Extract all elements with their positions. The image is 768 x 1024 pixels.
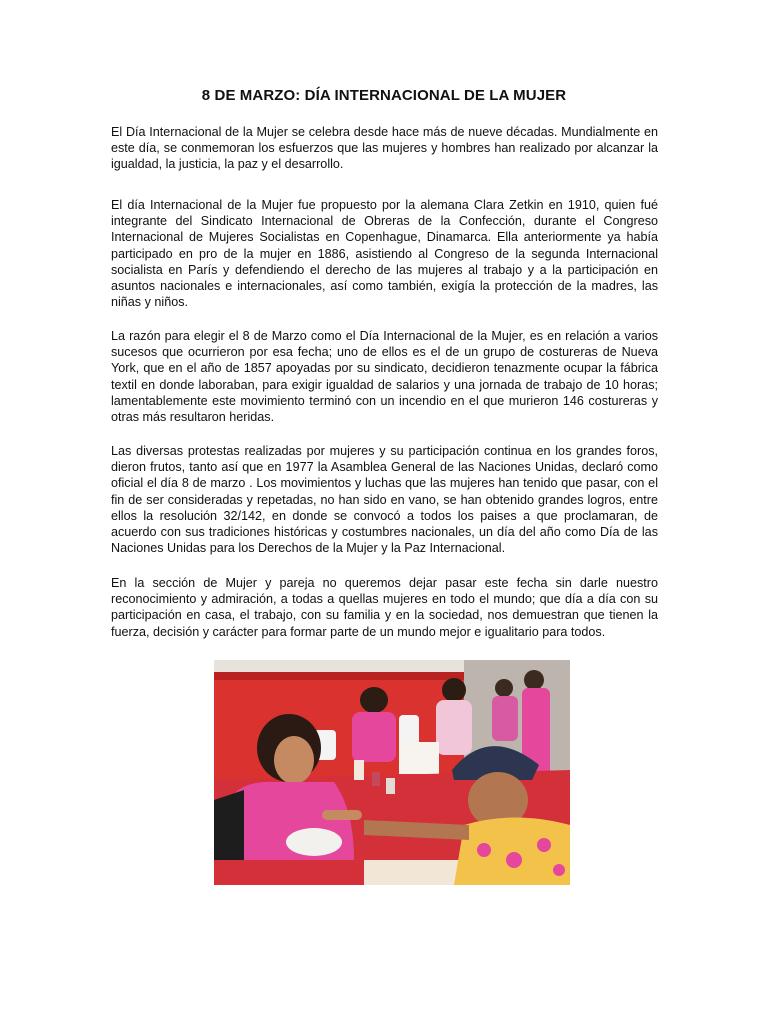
paragraph-4: Las diversas protestas realizadas por mujeres y su participación continua en los grandes foros, dieron frutos, tanto así que en 1977 la Asamblea General de las Naciones Unidas, declaró como oficial el día 8 de marzo . Los movimientos y luchas que las mujeres han tenido que pasar, con el fin de ser consideradas y repetadas, no han sido en vano, se han obtenido grandes logros, entre ellos la resolución 32/142, en donde se convocó a todos los paises a que proclamaran, de acuerdo con sus tradiciones históricas y costumbres nacionales, un día del año como Día de las Naciones Unidas para los Derechos de la Mujer y la Paz Internacional.: [111, 444, 658, 556]
paragraph-1: El Día Internacional de la Mujer se celebra desde hace más de nueve décadas. Mundialmente en este día, se conmemoran los esfuerzos que las mujeres y hombres han realizado por alcanzar la igualdad, la justicia, la paz y el desarrollo.: [111, 125, 658, 172]
document-title: 8 DE MARZO: DÍA INTERNACIONAL DE LA MUJER: [201, 87, 567, 104]
paragraph-2: El día Internacional de la Mujer fue propuesto por la alemana Clara Zetkin en 1910, quien fué integrante del Sindicato Internacional de Obreras de la Confección, durante el Congreso Internacional de Mujeres Socialistas en Copenhague, Dinamarca. Ella anteriormente ya había participado en pro de la mujer en 1886, asistiendo al Congreso de la segunda Internacional socialista en París y defendiendo el derecho de las mujeres al trabajo y a la participación en asuntos nacionales e internacionales, así como también, exigía la protección de la madres, las niñas y niños.: [111, 198, 658, 310]
paragraph-5: En la sección de Mujer y pareja no queremos dejar pasar este fecha sin darle nuestro reconocimiento y admiración, a todas a quellas mujeres en todo el mundo; que día a día con su participación en casa, el trabajo, con su familia y en la sociedad, nos demuestran que tienen la fuerza, decisión y carácter para formar parte de un mundo mejor e igualitario para todos.: [111, 576, 658, 639]
photo-illustration: [214, 660, 570, 885]
paragraph-3: La razón para elegir el 8 de Marzo como el Día Internacional de la Mujer, es en relación a varios sucesos que ocurrieron por esa fecha; uno de ellos es el de un grupo de costureras de Nueva York, que en el año de 1857 apoyadas por su sindicato, decidieron tenazmente ocupar la fábrica textil en donde laboraban, para exigir igualdad de salarios y una jornada de trabajo de 10 horas; lamentablemente este movimiento terminó con un incendio en el que murieron 146 costureras y otras más resultaron heridas.: [111, 329, 658, 425]
photo-women-manicure: [214, 660, 570, 885]
